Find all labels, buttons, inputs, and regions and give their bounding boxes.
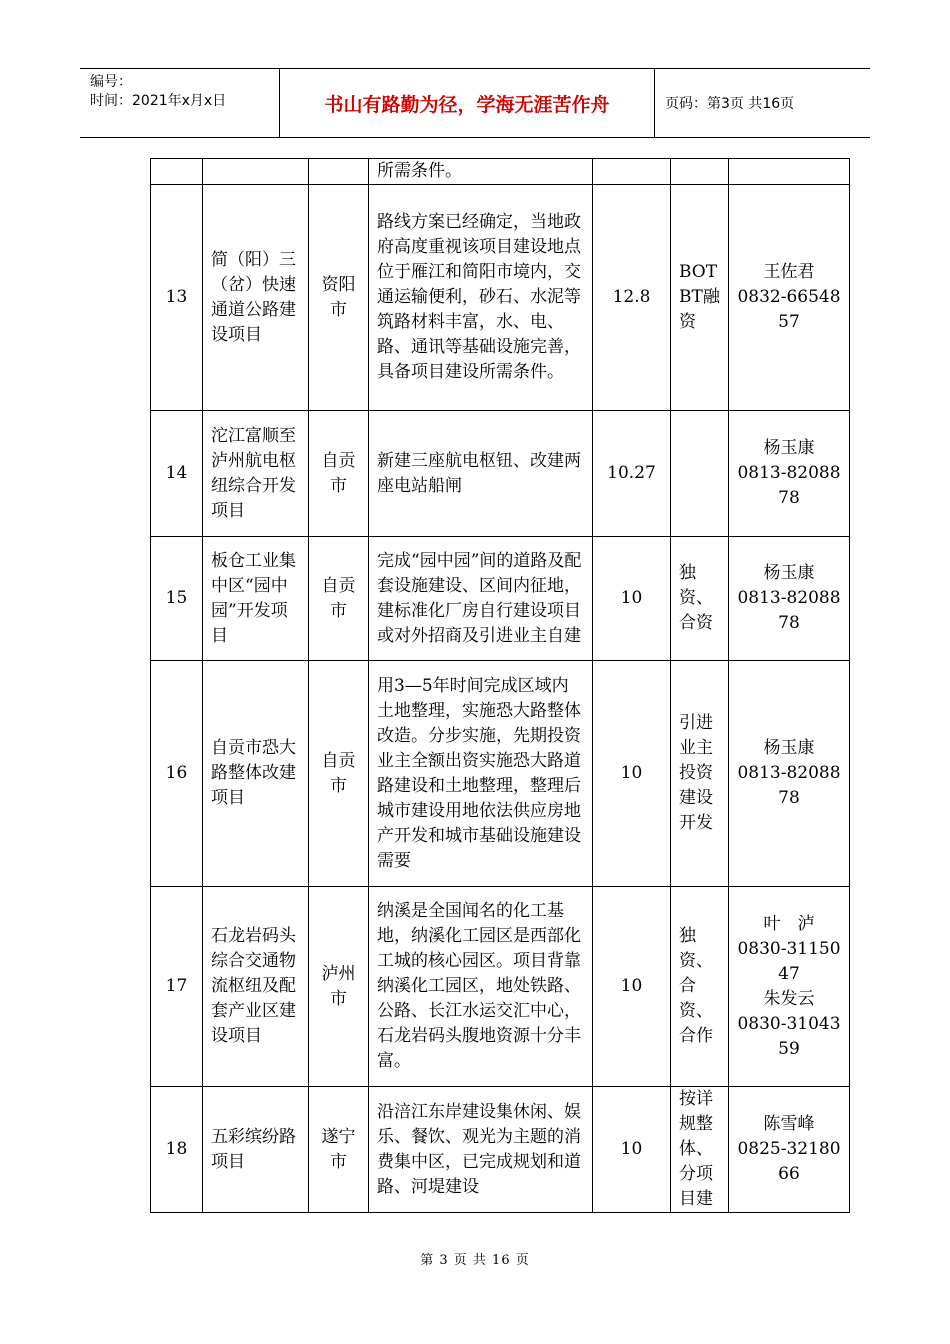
contact-line: 杨玉康 bbox=[763, 738, 815, 758]
conditions: 用3—5年时间完成区域内土地整理，实施恐大路整体改造。分步实施，先期投资业主全额出资实施恐大路道路建设和土地整理，整理后城市建设用地依法供应房地产开发和城市基础设施建设需要 bbox=[369, 661, 593, 887]
project-name: 板仓工业集中区“园中园”开发项目 bbox=[203, 537, 309, 661]
page-footer: 第 3 页 共 16 页 bbox=[420, 1253, 530, 1268]
contact bbox=[729, 537, 850, 661]
table-row bbox=[151, 185, 850, 411]
table-row bbox=[151, 661, 850, 887]
contact bbox=[729, 185, 850, 411]
row-number: 18 bbox=[151, 1087, 203, 1213]
header-page-info: 页码：第3页 共16页 bbox=[665, 96, 795, 112]
city: 遂宁市 bbox=[309, 1087, 369, 1213]
investment: 10 bbox=[593, 537, 671, 661]
header-meta bbox=[80, 69, 280, 137]
conditions: 新建三座航电枢钮、改建两座电站船闸 bbox=[369, 411, 593, 537]
project-name: 五彩缤纷路项目 bbox=[203, 1087, 309, 1213]
project-table bbox=[150, 158, 850, 1213]
investment: 12.8 bbox=[593, 185, 671, 411]
contact bbox=[729, 411, 850, 537]
investment: 10 bbox=[593, 661, 671, 887]
city: 自贡市 bbox=[309, 411, 369, 537]
contact-line: 0832-6654857 bbox=[737, 287, 841, 332]
contact-line: 杨玉康 bbox=[763, 438, 815, 458]
contact-line: 0830-3104359 bbox=[737, 1013, 841, 1059]
investment: 10 bbox=[593, 1087, 671, 1213]
table-row bbox=[151, 159, 850, 185]
investment bbox=[593, 159, 671, 185]
cooperation-mode bbox=[671, 159, 729, 185]
city: 资阳市 bbox=[309, 185, 369, 411]
cooperation-mode: 独资、合资 bbox=[671, 537, 729, 661]
conditions: 所需条件。 bbox=[369, 159, 593, 185]
conditions: 纳溪是全国闻名的化工基地，纳溪化工园区是西部化工城的核心园区。项目背靠纳溪化工园区，地处铁路、公路、长江水运交汇中心，石龙岩码头腹地资源十分丰富。 bbox=[369, 887, 593, 1087]
cooperation-mode bbox=[671, 411, 729, 537]
contact-line: 0830-3115047 bbox=[737, 938, 841, 984]
page-header bbox=[80, 68, 870, 138]
row-number: 16 bbox=[151, 661, 203, 887]
contact bbox=[729, 661, 850, 887]
row-number: 17 bbox=[151, 887, 203, 1087]
table-row bbox=[151, 411, 850, 537]
contact-line: 0813-8208878 bbox=[737, 463, 841, 508]
header-motto: 书山有路勤为径，学海无涯苦作舟 bbox=[280, 69, 655, 137]
contact-line: 陈雪峰 bbox=[763, 1114, 815, 1134]
city: 自贡市 bbox=[309, 661, 369, 887]
table-row bbox=[151, 537, 850, 661]
contact bbox=[729, 887, 850, 1087]
contact-line: 王佐君 bbox=[763, 262, 815, 282]
project-name: 自贡市恐大路整体改建项目 bbox=[203, 661, 309, 887]
project-name: 沱江富顺至泸州航电枢纽综合开发项目 bbox=[203, 411, 309, 537]
row-number: 14 bbox=[151, 411, 203, 537]
contact bbox=[729, 159, 850, 185]
cooperation-mode: BOT BT融资 bbox=[671, 185, 729, 411]
project-name: 简（阳）三（岔）快速通道公路建设项目 bbox=[203, 185, 309, 411]
conditions: 完成“园中园”间的道路及配套设施建设、区间内征地，建标准化厂房自行建设项目或对外招商及引进业主自建 bbox=[369, 537, 593, 661]
row-number bbox=[151, 159, 203, 185]
cooperation-mode: 按详规整体、分项目建 bbox=[671, 1087, 729, 1213]
contact-line: 叶 泸 bbox=[763, 913, 815, 934]
row-number: 13 bbox=[151, 185, 203, 411]
contact-line: 0813-8208878 bbox=[737, 763, 841, 808]
cooperation-mode: 独资、合资、合作 bbox=[671, 887, 729, 1087]
time-label: 时间：2021年x月x日 bbox=[90, 93, 227, 109]
city bbox=[309, 159, 369, 185]
table-row bbox=[151, 1087, 850, 1213]
contact-line: 朱发云 bbox=[763, 988, 815, 1009]
row-number: 15 bbox=[151, 537, 203, 661]
table-row bbox=[151, 887, 850, 1087]
investment: 10.27 bbox=[593, 411, 671, 537]
contact-line: 杨玉康 bbox=[763, 563, 815, 583]
cooperation-mode: 引进业主投资建设开发 bbox=[671, 661, 729, 887]
conditions: 沿涪江东岸建设集休闲、娱乐、餐饮、观光为主题的消费集中区，已完成规划和道路、河堤建设 bbox=[369, 1087, 593, 1213]
number-label: 编号： bbox=[90, 74, 132, 90]
project-name bbox=[203, 159, 309, 185]
contact-line: 0813-8208878 bbox=[737, 588, 841, 633]
city: 自贡市 bbox=[309, 537, 369, 661]
contact-line: 0825-3218066 bbox=[737, 1139, 841, 1184]
contact bbox=[729, 1087, 850, 1213]
city: 泸州市 bbox=[309, 887, 369, 1087]
project-name: 石龙岩码头综合交通物流枢纽及配套产业区建设项目 bbox=[203, 887, 309, 1087]
investment: 10 bbox=[593, 887, 671, 1087]
conditions: 路线方案已经确定，当地政府高度重视该项目建设地点位于雁江和简阳市境内，交通运输便利，砂石、水泥等筑路材料丰富，水、电、路、通讯等基础设施完善，具备项目建设所需条件。 bbox=[369, 185, 593, 411]
